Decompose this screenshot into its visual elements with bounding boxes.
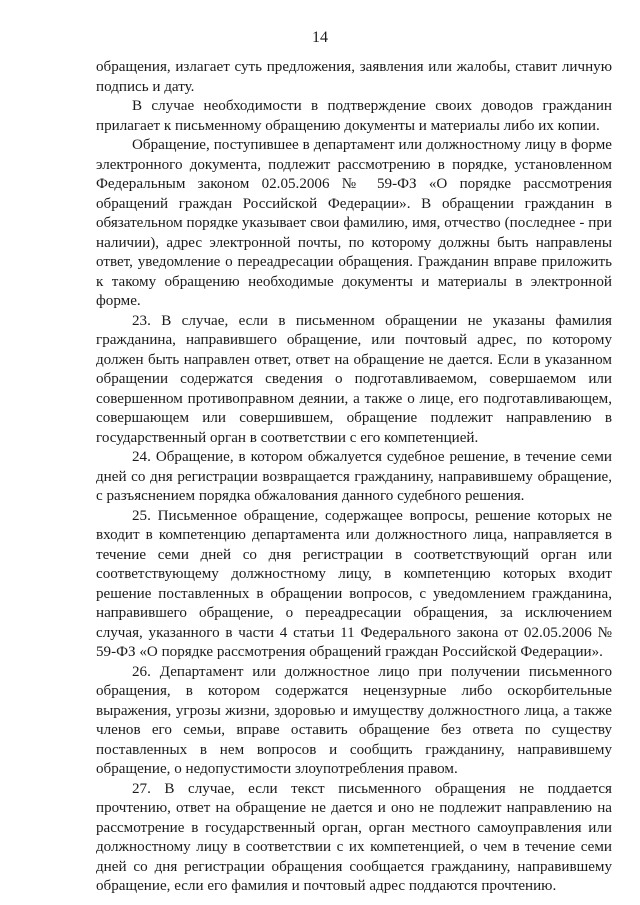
- paragraph-item-27: 27. В случае, если текст письменного обращения не поддается прочтению, ответ на обращение не дается и оно не подлежит направлению на рассмотрение в государственный орган, орган местного самоуправления или должностному лицу в соответствии с их компетенцией, о чем в течение семи дней со дня регистрации обращения сообщается гражданину, направившему обращение, если его фамилия и почтовый адрес поддаются прочтению.: [96, 780, 612, 894]
- paragraph-item-26: 26. Департамент или должностное лицо при получении письменного обращения, в котором содержатся нецензурные либо оскорбительные выражения, угрозы жизни, здоровью и имуществу должностного лица, а также членов его семьи, вправе оставить обращение без ответа по существу поставленных в нем вопросов и сообщить гражданину, направившему обращение, о недопустимости злоупотребления правом.: [96, 663, 612, 777]
- paragraph-continuation: обращения, излагает суть предложения, заявления или жалобы, ставит личную подпись и дату.: [96, 59, 612, 95]
- paragraph-item-24: 24. Обращение, в котором обжалуется судебное решение, в течение семи дней со дня регистрации возвращается гражданину, направившему обращение, с разъяснением порядка обжалования данного судебного решения.: [96, 449, 612, 504]
- document-body: [96, 58, 612, 897]
- paragraph-electronic-appeal: Обращение, поступившее в департамент или должностному лицу в форме электронного документа, подлежит рассмотрению в порядке, установленном Федеральным законом 02.05.2006 № 59-ФЗ «О порядке рассмотрения обращений граждан Российской Федерации». В обращении гражданин в обязательном порядке указывает свои фамилию, имя, отчество (последнее - при наличии), адрес электронной почты, по которому должны быть направлены ответ, уведомление о переадресации обращения. Гражданин вправе приложить к такому обращению необходимые документы и материалы в электронной форме.: [96, 137, 612, 309]
- page-number: 14: [312, 29, 328, 46]
- paragraph-item-23: 23. В случае, если в письменном обращении не указаны фамилия гражданина, направившего обращение, или почтовый адрес, по которому должен быть направлен ответ, ответ на обращение не дается. Если в указанном обращении содержатся сведения о подготавливаемом, совершаемом или совершенном противоправном деянии, а также о лице, его подготавливающем, совершающем или совершившем, обращение подлежит направлению в государственный орган в соответствии с его компетенцией.: [96, 312, 612, 446]
- paragraph-item-25: 25. Письменное обращение, содержащее вопросы, решение которых не входит в компетенцию департамента или должностного лица, направляется в течение семи дней со дня регистрации в соответствующий орган или соответствующему должностному лицу, в компетенцию которых входит решение поставленных в обращении вопросов, с уведомлением гражданина, направившего обращение, о переадресации обращения, за исключением случая, указанного в части 4 статьи 11 Федерального закона от 02.05.2006 № 59-ФЗ «О порядке рассмотрения обращений граждан Российской Федерации».: [96, 507, 612, 660]
- paragraph-attachments: В случае необходимости в подтверждение своих доводов гражданин прилагает к письменному обращению документы и материалы либо их копии.: [96, 98, 612, 134]
